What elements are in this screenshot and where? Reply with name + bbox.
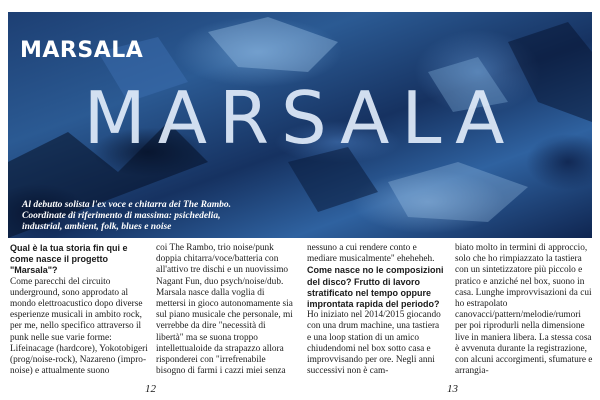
answer-1: Come parecchi del circuito underground, sono approdato al mondo elettroacustico dopo diverse esperienze musicali in ambito rock, per me, nello specifico attraverso il punk nelle sue varie forme: Lifeinacage (hardcore), Yokotobigeri (prog/noise-rock), Nazareno (impro-noise) e attualmente suono bbox=[10, 276, 148, 377]
answer-1-continued: coi The Rambo, trio noise/punk doppia chitarra/voce/batteria con all'attivo tre dischi e un nuovissimo Nagant Fun, duo psych/noise/dub. Marsala nasce dalla voglia di mettersi in gioco autonomamente sia sul piano musicale che personale, mi verrebbe da dire "necessità di libertà" ma se suona troppo intellettualoide da strapazzo allora risponderei con "irrefrenabile bisogno di farmi i cazzi miei senza bbox=[156, 243, 293, 377]
section-kicker: MARSALA bbox=[20, 38, 144, 63]
answer-1-end: nessuno a cui rendere conto e mediare musicalmente" eheheheh. bbox=[307, 243, 435, 265]
text-column-1 bbox=[10, 243, 148, 377]
text-column-2 bbox=[156, 243, 294, 377]
text-column-4 bbox=[455, 243, 593, 377]
article-title: MARSALA bbox=[83, 76, 517, 160]
image-caption: Al debutto solista l'ex voce e chitarra dei The Rambo. Coordinate di riferimento di massima: psichedelia, industrial, ambient, folk, blues e noise bbox=[22, 200, 231, 232]
question-2: Come nasce no le composizioni del disco? Frutto di lavoro stratificato nel tempo oppure improntata rapida del periodo? bbox=[307, 265, 444, 310]
answer-2-continued: biato molto in termini di approccio, solo che ho rimpiazzato la tastiera con un sintetizzatore più piccolo e pratico e anziché nel box, suono in casa. Lunghe improvvisazioni da cui ho estrapolato canovacci/pattern/melodie/rumori per poi riprodurli nella dimensione live in maniera libera. La stessa cosa è avvenuta durante la registrazione, con alcuni accorgimenti, sfumature e arrangia- bbox=[455, 243, 593, 377]
text-column-3 bbox=[307, 243, 445, 377]
hero-image bbox=[8, 12, 592, 238]
page-number-right: 13 bbox=[447, 383, 458, 395]
page-number-left: 12 bbox=[145, 383, 156, 395]
question-1: Qual è la tua storia fin qui e come nasce il progetto "Marsala"? bbox=[10, 243, 128, 276]
answer-2: Ho iniziato nel 2014/2015 giocando con una drum machine, una tastiera e una loop station di un amico chiudendomi nel box sotto casa e improvvisando per ore. Negli anni successivi non è cam- bbox=[307, 310, 441, 377]
